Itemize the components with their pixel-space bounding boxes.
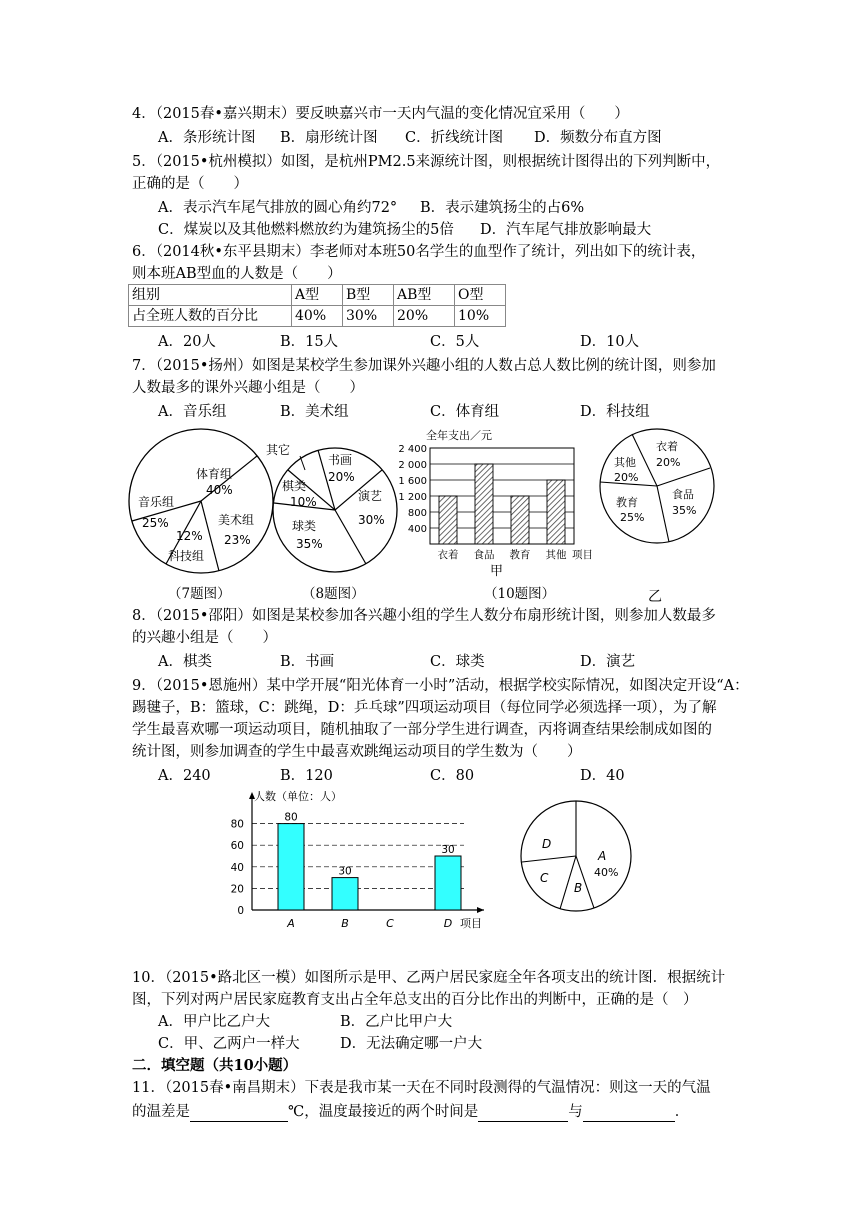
fig9-pie-label-d: D <box>542 837 552 851</box>
q9-stem-2: 踢毽子，B：篮球，C：跳绳，D：乒乓球”四项运动项目（每位同学必须选择一项），为了解 <box>132 700 717 716</box>
fig7-label-tech: 科技组 <box>168 549 205 563</box>
fig8-label-other: 其它 <box>266 443 291 457</box>
y-tick-label: 400 <box>407 524 427 535</box>
fig8-label-perform: 演艺 <box>358 489 383 503</box>
y-tick-label: 2 000 <box>398 460 427 471</box>
fig10-yi-label-food: 食品 <box>672 488 694 501</box>
bar <box>439 496 457 544</box>
x-axis-arrow <box>477 907 484 913</box>
table-cell: 40% <box>292 306 343 327</box>
fig10-yi-label-other: 其他 <box>614 456 636 469</box>
q10-option-d: D．无法确定哪一户大 <box>340 1036 483 1052</box>
fig7-label-music: 音乐组 <box>138 495 175 509</box>
q5-option-b: B．表示建筑扬尘的占6% <box>420 200 585 216</box>
q10-option-c: C．甲、乙两户一样大 <box>158 1036 300 1052</box>
table-cell: 30% <box>343 306 394 327</box>
fig8-label-ball: 球类 <box>292 519 317 533</box>
y-tick-label: 1 200 <box>398 492 427 503</box>
table-row <box>129 306 506 327</box>
x-axis-label: 项目 <box>460 917 482 930</box>
x-tick-label: 食品 <box>473 549 495 561</box>
q11-text-d: ． <box>674 1104 690 1120</box>
y-tick-label: 40 <box>230 861 244 874</box>
q6-stem-2: 则本班AB型血的人数是（ ） <box>132 266 342 282</box>
q9-stem-3: 学生最喜欢哪一项运动项目，随机抽取了一部分学生进行调查，丙将调查结果绘制成如图的 <box>132 722 712 738</box>
q7-option-a: A．音乐组 <box>158 404 227 420</box>
fig10-yi-pct-food: 35% <box>672 504 697 517</box>
y-tick-label: 20 <box>230 883 244 896</box>
q11-text-c: 与 <box>568 1104 583 1120</box>
figure-8-pie <box>260 438 410 578</box>
y-axis-label: 全年支出／元 <box>426 429 492 442</box>
q11-stem-2 <box>132 1102 689 1122</box>
q10-option-b: B．乙户比甲户大 <box>340 1014 453 1030</box>
q8-option-d: D．演艺 <box>580 654 636 670</box>
q8-stem-1: 8．（2015•邵阳）如图是某校参加各兴趣小组的学生人数分布扇形统计图，则参加人数最多 <box>132 608 716 624</box>
fig7-caption: （7题图） <box>168 586 231 602</box>
fig10-yi-label: 乙 <box>648 589 662 605</box>
fig7-pct-tech: 12% <box>176 529 203 543</box>
fig9-pie-label-a: A <box>598 849 607 863</box>
q4-option-c: C．折线统计图 <box>405 130 504 146</box>
fig10-yi-label-education: 教育 <box>616 496 638 509</box>
q7-stem-2: 人数最多的课外兴趣小组是（ ） <box>132 380 364 396</box>
fig8-caption: （8题图） <box>302 586 365 602</box>
q11-stem-1: 11．（2015春•南昌期末）下表是我市某一天在不同时段测得的气温情况：则这一天的气温 <box>132 1080 711 1096</box>
fig10-jia-label: 甲 <box>490 564 504 579</box>
fig8-label-chess: 棋类 <box>282 479 307 493</box>
x-tick-label: D <box>443 917 453 930</box>
q6-option-c: C．5人 <box>430 334 480 350</box>
fig7-pct-art: 23% <box>224 533 251 547</box>
q5-option-c: C．煤炭以及其他燃料燃放约为建筑扬尘的5倍 <box>158 222 454 238</box>
q7-option-b: B．美术组 <box>280 404 349 420</box>
q7-option-d: D．科技组 <box>580 404 650 420</box>
table-row <box>129 285 506 306</box>
table-cell: A型 <box>292 285 343 306</box>
fig7-pct-sport: 40% <box>206 483 233 497</box>
figure-9-pie <box>518 796 638 916</box>
y-tick-label: 60 <box>230 840 244 853</box>
q5-option-d: D．汽车尾气排放影响最大 <box>480 222 652 238</box>
table-cell: 10% <box>455 306 506 327</box>
q9-stem-4: 统计图，则参加调查的学生中最喜欢跳绳运动项目的学生数为（ ） <box>132 744 582 760</box>
table-cell: 占全班人数的百分比 <box>129 306 292 327</box>
bar <box>475 464 493 544</box>
fig7-label-art: 美术组 <box>218 513 255 527</box>
figure-10-yi-pie <box>594 426 724 548</box>
q6-option-a: A．20人 <box>158 334 216 350</box>
fig7-pct-music: 25% <box>142 516 169 530</box>
table-cell: 20% <box>394 306 455 327</box>
x-tick-label: B <box>341 917 349 930</box>
fig10-yi-pct-education: 25% <box>620 511 645 524</box>
q11-text-b: ℃，温度最接近的两个时间是 <box>288 1104 479 1120</box>
q8-stem-2: 的兴趣小组是（ ） <box>132 630 277 646</box>
q11-blank-time-1[interactable] <box>478 1106 568 1122</box>
fig10-yi-pct-clothing: 20% <box>656 456 681 469</box>
q9-option-c: C．80 <box>430 768 475 784</box>
fig7-label-sport: 体育组 <box>196 467 233 481</box>
figure-7-pie <box>126 426 276 576</box>
q10-stem-1: 10．（2015•路北区一模）如图所示是甲、乙两户居民家庭全年各项支出的统计图．根据统计 <box>132 970 726 986</box>
fig8-pct-ball: 35% <box>296 537 323 551</box>
fig9-pie-pct-a: 40% <box>594 866 619 879</box>
q4-option-a: A．条形统计图 <box>158 130 256 146</box>
q4-option-d: D．频数分布直方图 <box>534 130 662 146</box>
y-tick-label: 2 400 <box>398 444 427 455</box>
q7-stem-1: 7．（2015•扬州）如图是某校学生参加课外兴趣小组的人数占总人数比例的统计图，则参加 <box>132 358 716 374</box>
q9-option-a: A．240 <box>158 768 211 784</box>
fig8-pct-calligraphy: 20% <box>328 470 355 484</box>
q6-option-d: D．10人 <box>580 334 640 350</box>
x-axis-label: 项目 <box>572 549 593 561</box>
blood-type-table <box>128 284 506 327</box>
y-tick-label: 80 <box>230 818 244 831</box>
q11-blank-time-2[interactable] <box>583 1106 675 1122</box>
x-tick-label: A <box>287 917 295 930</box>
section-heading: 二．填空题（共10小题） <box>132 1057 298 1074</box>
bar-value-label: 30 <box>441 844 455 856</box>
y-tick-label: 0 <box>237 905 244 917</box>
q10-option-a: A．甲户比乙户大 <box>158 1014 270 1030</box>
q11-text-a: 的温差是 <box>132 1104 190 1120</box>
y-tick-label: 800 <box>407 508 427 519</box>
q8-option-a: A．棋类 <box>158 654 212 670</box>
fig8-pct-chess: 10% <box>290 495 317 509</box>
q4-stem: 4．（2015春•嘉兴期末）要反映嘉兴市一天内气温的变化情况宜采用（ ） <box>132 106 629 122</box>
bar-value-label: 80 <box>284 811 298 824</box>
fig9-pie-label-c: C <box>540 871 549 885</box>
x-tick-label: 衣着 <box>437 549 459 561</box>
q9-option-d: D．40 <box>580 768 625 784</box>
figure-10-jia-bar-chart <box>396 426 596 576</box>
fig8-pct-perform: 30% <box>358 513 385 527</box>
q5-option-a: A．表示汽车尾气排放的圆心角约72° <box>158 200 398 216</box>
x-tick-label: C <box>386 917 394 930</box>
q6-option-b: B．15人 <box>280 334 339 350</box>
q5-stem-2: 正确的是（ ） <box>132 176 248 192</box>
q8-option-c: C．球类 <box>430 654 485 670</box>
bar <box>332 878 358 910</box>
fig8-label-calligraphy: 书画 <box>328 453 353 467</box>
q6-stem-1: 6．（2014秋•东平县期末）李老师对本班50名学生的血型作了统计，列出如下的统计表， <box>132 244 706 260</box>
bar <box>511 496 529 544</box>
bar <box>435 856 461 910</box>
table-cell: 组别 <box>129 285 292 306</box>
q4-option-b: B．扇形统计图 <box>280 130 378 146</box>
x-tick-label: 其他 <box>545 549 567 561</box>
figure-9-bar-chart <box>222 786 494 936</box>
bar-value-label: 30 <box>338 865 352 878</box>
fig9-pie-label-b: B <box>574 881 583 895</box>
table-cell: B型 <box>343 285 394 306</box>
bar <box>278 824 304 910</box>
q9-option-b: B．120 <box>280 768 333 784</box>
q11-blank-temp-diff[interactable] <box>190 1106 288 1122</box>
x-tick-label: 教育 <box>509 549 531 561</box>
y-axis-label: 人数（单位：人） <box>254 790 342 803</box>
y-tick-label: 1 600 <box>398 476 427 487</box>
q9-stem-1: 9．（2015•恩施州）某中学开展“阳光体育一小时”活动，根据学校实际情况，如图决定开设“A： <box>132 678 749 694</box>
fig10-yi-label-clothing: 衣着 <box>656 440 678 453</box>
fig10-caption: （10题图） <box>484 586 556 602</box>
table-cell: AB型 <box>394 285 455 306</box>
q8-option-b: B．书画 <box>280 654 335 670</box>
table-cell: O型 <box>455 285 506 306</box>
bar <box>547 480 565 544</box>
q7-option-c: C．体育组 <box>430 404 500 420</box>
q10-stem-2: 图，下列对两户居民家庭教育支出占全年总支出的百分比作出的判断中，正确的是（ ） <box>132 992 698 1008</box>
q5-stem-1: 5．（2015•杭州模拟）如图，是杭州PM2.5来源统计图，则根据统计图得出的下列判断中， <box>132 154 721 170</box>
fig10-yi-pct-other: 20% <box>614 471 639 484</box>
